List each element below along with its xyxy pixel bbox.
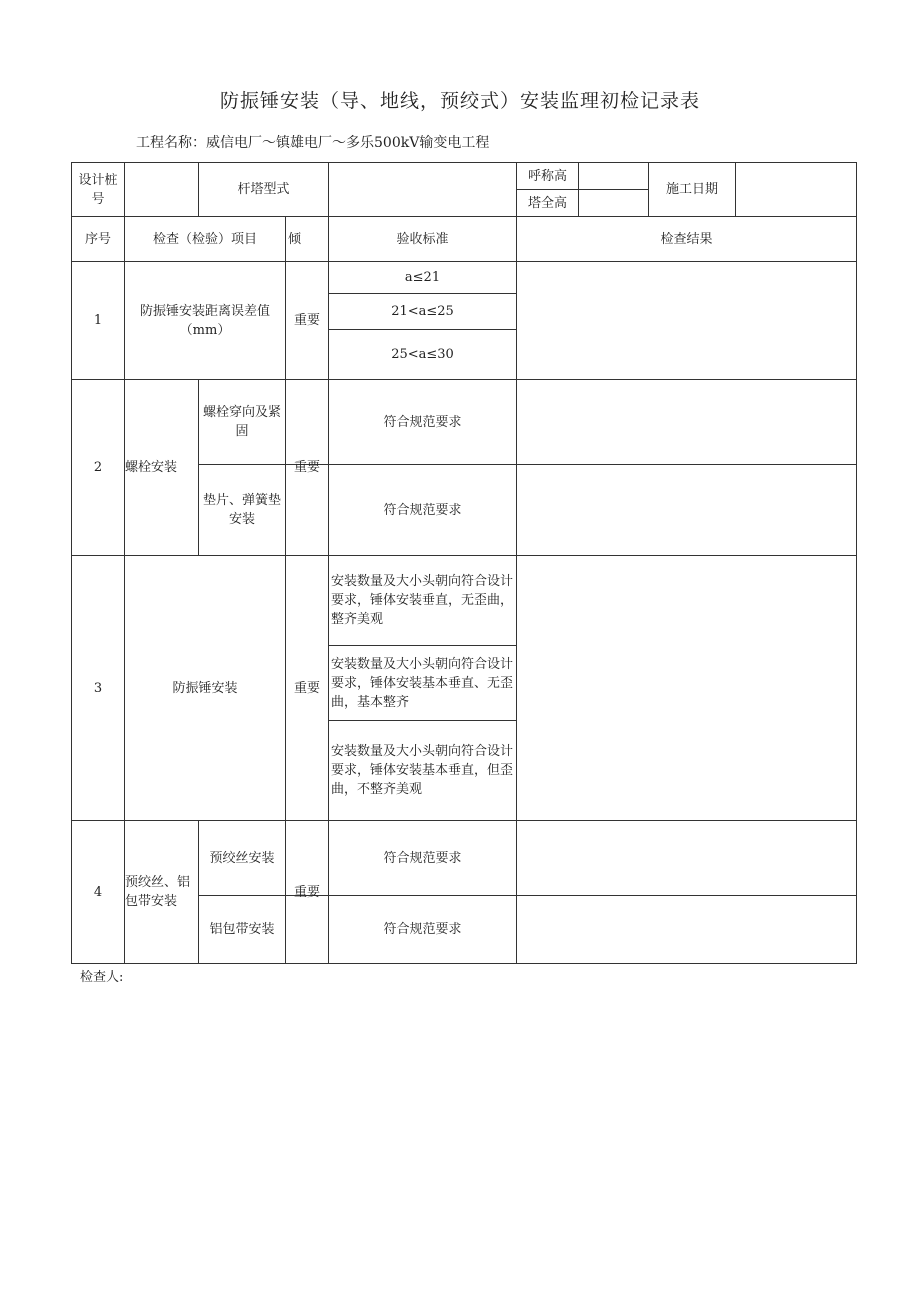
row-4-result-2 [517,896,856,963]
column-header-item: 检查（检验）项目 [152,231,257,247]
row-1-standard-3: 25<a≤30 [391,347,454,362]
row-2-subitem-2: 垫片、弹簧垫安装 [202,493,281,527]
row-4-subitem-2: 铝包带安装 [209,922,275,937]
table-border-bottom [71,963,857,964]
row-3-grade: 重要 [293,680,320,696]
row-2-result-1 [517,380,856,464]
column-header-standard: 验收标准 [396,231,449,247]
row-3-standard-2: 安装数量及大小头朝向符合设计要求，锤体安装基本垂直、无歪曲，基本整齐 [331,656,514,710]
inspection-table [71,162,857,964]
row-1-seq: 1 [93,313,103,328]
row-2-result-2 [517,465,856,555]
row-3-result [517,556,856,820]
row-3-standard-3: 安装数量及大小头朝向符合设计要求，锤体安装基本垂直，但歪曲，不整齐美观 [331,744,514,797]
tower-type-value [329,163,516,216]
row-4-seq: 4 [93,884,103,900]
row-2-item: 螺栓安装 [125,460,178,475]
row-4-grade: 重要 [293,884,320,900]
project-label: 工程名称： [136,135,206,151]
form-title: 防振锤安装（导、地线，预绞式）安装监理初检记录表 [219,90,700,112]
row-4-standard-1: 符合规范要求 [383,850,462,866]
row-1-item: 防振锤安装距离误差值（mm） [139,303,270,338]
row-1-grade: 重要 [293,313,320,328]
column-header-seq: 序号 [84,231,111,247]
row-4-standard-2: 符合规范要求 [383,922,462,937]
construction-date-value [736,163,856,216]
checker-label: 检查人: [80,970,124,985]
construction-date-label: 施工日期 [665,182,718,197]
project-name: 威信电厂～镇雄电厂～多乐500kV输变电工程 [206,135,490,151]
row-2-seq: 2 [93,460,103,475]
project-line [136,132,489,152]
table-line [578,162,579,216]
row-3-seq: 3 [93,680,103,696]
table-border-right [856,162,857,964]
row-2-standard-1: 符合规范要求 [383,414,462,430]
tower-type-label: 杆塔型式 [237,182,290,197]
row-4-result-1 [517,821,856,895]
row-3-standard-1: 安装数量及大小头朝向符合设计要求，锤体安装垂直，无歪曲，整齐美观 [331,574,514,627]
row-2-grade: 重要 [293,460,320,475]
design-pile-no-value [125,163,198,216]
row-2-standard-2: 符合规范要求 [383,502,462,518]
row-4-item: 预绞丝、铝包带安装 [125,875,191,909]
column-header-result: 检查结果 [660,231,713,247]
row-1-result [517,262,856,379]
column-header-grade: 倾 [288,231,302,247]
total-height-label: 塔全高 [527,195,567,211]
row-1-standard-2: 21<a≤25 [391,304,454,319]
row-3-item: 防振锤安装 [172,680,238,696]
design-pile-no-label: 设计桩号 [78,172,118,207]
row-4-subitem-1: 预绞丝安装 [209,850,275,866]
row-1-standard-1: a≤21 [404,270,441,285]
row-2-subitem-1: 螺栓穿向及紧固 [202,405,281,439]
nominal-height-label: 呼称高 [527,168,567,184]
